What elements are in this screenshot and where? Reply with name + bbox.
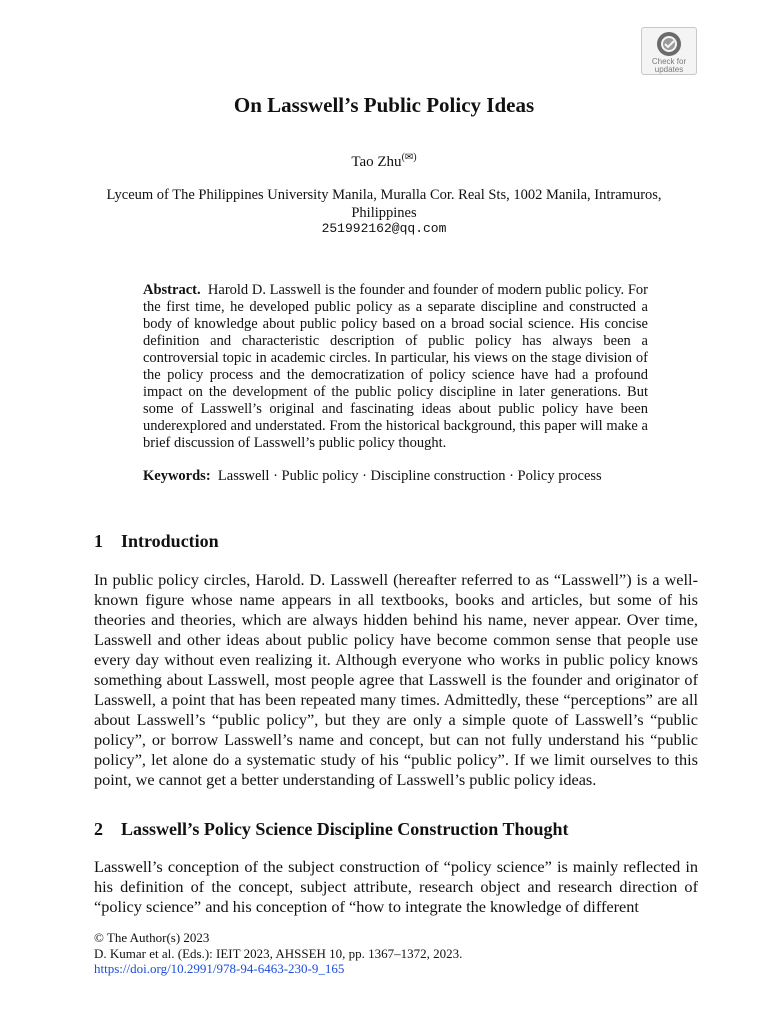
section-number: 1 bbox=[94, 531, 103, 551]
section-title: Lasswell’s Policy Science Discipline Construction Thought bbox=[121, 819, 569, 839]
keywords bbox=[143, 468, 663, 485]
introduction-paragraph: In public policy circles, Harold. D. Lasswell (hereafter referred to as “Lasswell”) is a well-known figure whose name appears in all textbooks, books and articles, but some of his theories and theories, which are always hidden behind his name, never appear. Over time, Lasswell and other ideas about public policy have become common sense that people use every day without even realizing it. Although everyone who works in public policy knows something about Lasswell, most people agree that Lasswell is the founder and originator of Lasswell, a point that has been repeated many times. Admittedly, these “perceptions” are all about Lasswell’s “public policy”, but they are only a simple quote of Lasswell’s “public policy”, or borrow Lasswell’s name and concept, but can not fully understand his “public policy”, let alone do a systematic study of his “public policy”. If we limit ourselves to this point, we cannot get a better understanding of Lasswell’s public policy ideas. bbox=[94, 570, 698, 789]
abstract-label: Abstract. bbox=[143, 282, 201, 298]
paper-title: On Lasswell’s Public Policy Ideas bbox=[233, 93, 535, 117]
author-email[interactable]: 251992162@qq.com bbox=[321, 221, 447, 236]
section-number: 2 bbox=[94, 819, 103, 839]
abstract-text: Harold D. Lasswell is the founder and founder of modern public policy. For the first time, he developed public policy as a separate discipline and constructed a body of knowledge about public policy based on a broad social science. His concise definition and characteristic description of public policy has always been a controversial topic in academic circles. In particular, his views on the stage division of the policy process and the democratization of policy science have had a profound impact on the development of the public policy discipline in later generations. But some of Lasswell’s original and fascinating ideas about public policy have been underexplored and understated. From the historical background, this paper will make a brief discussion of Lasswell’s public policy thought. bbox=[143, 282, 648, 451]
section-heading-introduction bbox=[94, 530, 219, 552]
author-name: Tao Zhu bbox=[351, 154, 402, 170]
section-title: Introduction bbox=[121, 531, 219, 551]
keywords-text: Lasswell · Public policy · Discipline construction · Policy process bbox=[217, 468, 602, 484]
check-for-updates-label bbox=[652, 58, 686, 74]
discipline-construction-paragraph: Lasswell’s conception of the subject construction of “policy science” is mainly reflected in his definition of the concept, subject attribute, research object and research direction of “policy science” and his conception of “how to integrate the knowledge of different bbox=[94, 857, 698, 916]
affiliation-line-2: Philippines bbox=[351, 205, 417, 221]
keywords-label: Keywords: bbox=[143, 468, 211, 484]
citation: D. Kumar et al. (Eds.): IEIT 2023, AHSSEH 10, pp. 1367–1372, 2023. bbox=[94, 945, 463, 961]
affiliation-line-1: Lyceum of The Philippines University Manila, Muralla Cor. Real Sts, 1002 Manila, Intramuros, bbox=[106, 187, 662, 203]
corresponding-author-mark: (✉) bbox=[401, 152, 417, 163]
author-line bbox=[0, 153, 768, 171]
badge-line-1: Check for bbox=[651, 57, 687, 66]
affiliation bbox=[80, 186, 688, 222]
footer bbox=[94, 930, 694, 977]
check-for-updates-badge[interactable] bbox=[641, 27, 697, 75]
copyright: © The Author(s) 2023 bbox=[94, 930, 210, 945]
section-heading-discipline-construction bbox=[94, 818, 569, 840]
badge-line-2: updates bbox=[654, 65, 684, 74]
abstract bbox=[143, 282, 648, 452]
doi-link[interactable]: https://doi.org/10.2991/978-94-6463-230-9_165 bbox=[94, 961, 345, 976]
check-for-updates-icon bbox=[656, 31, 682, 57]
